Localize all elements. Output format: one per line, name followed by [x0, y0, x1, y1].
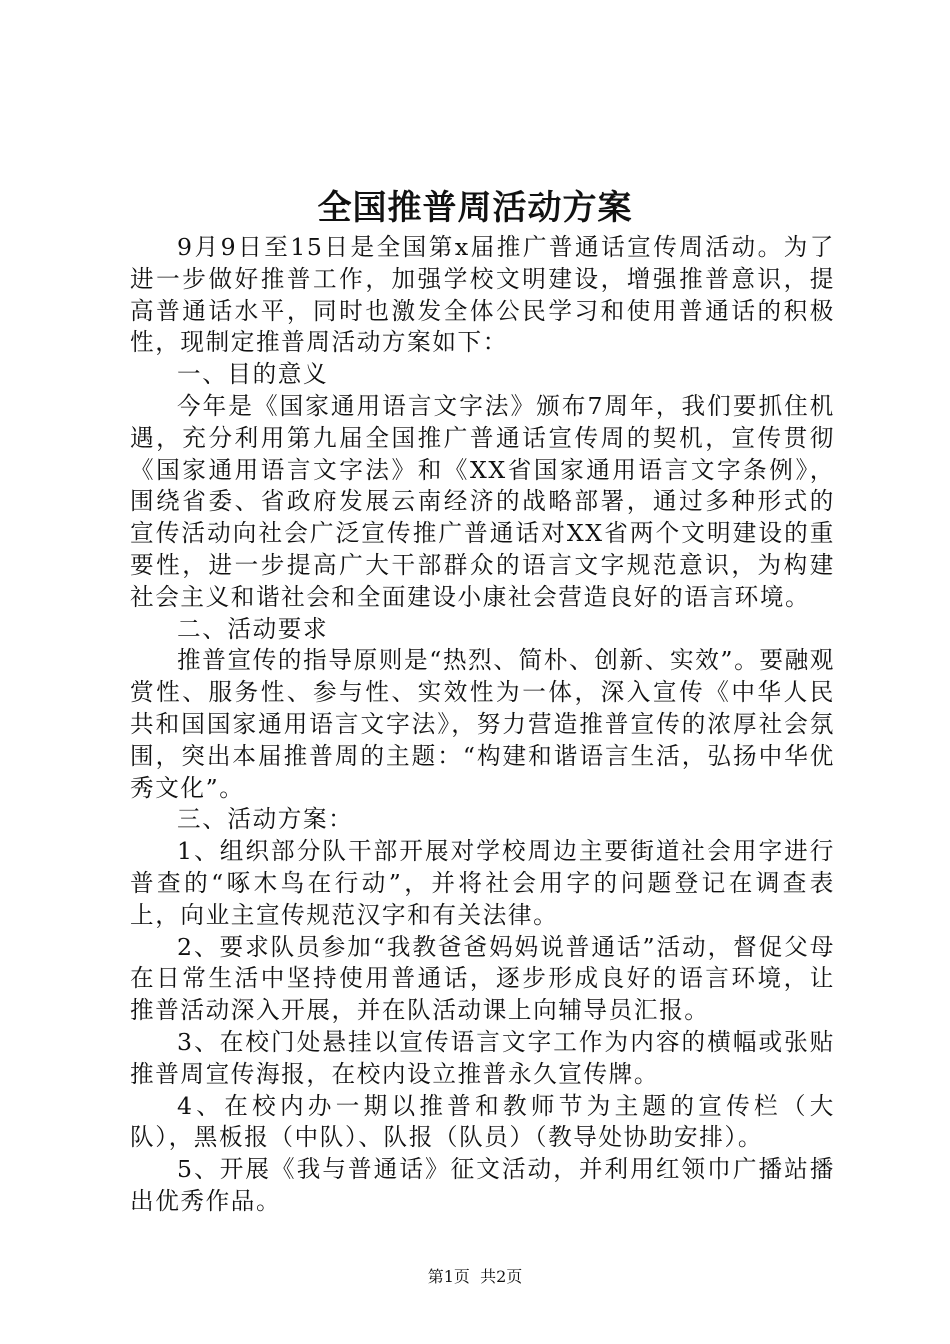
section-heading-purpose: 一、目的意义 — [177, 360, 329, 389]
plan-item-2: 2、要求队员参加“我教爸爸妈妈说普通话”活动，督促父母在日常生活中坚持使用普通话，逐步形成良好的语言环境，让推普活动深入开展，并在队活动课上向辅导员汇报。 — [130, 932, 835, 1025]
purpose-paragraph: 今年是《国家通用语言文字法》颁布7周年，我们要抓住机遇，充分利用第九届全国推广普通话宣传周的契机，宣传贯彻《国家通用语言文字法》和《XX省国家通用语言文字条例》，围绕省委、省政府发展云南经济的战略部署，通过多种形式的宣传活动向社会广泛宣传推广普通话对XX省两个文明建设的重要性，进一步提高广大干部群众的语言文字规范意识，为构建社会主义和谐社会和全面建设小康社会营造良好的语言环境。 — [130, 391, 835, 611]
plan-item-3: 3、在校门处悬挂以宣传语言文字工作为内容的横幅或张贴推普周宣传海报，在校内设立推普永久宣传牌。 — [130, 1027, 835, 1088]
intro-paragraph: 9月9日至15日是全国第x届推广普通话宣传周活动。为了进一步做好推普工作，加强学校文明建设，增强推普意识，提高普通话水平，同时也激发全体公民学习和使用普通话的积极性，现制定推普周活动方案如下： — [130, 233, 835, 357]
section-heading-requirements: 二、活动要求 — [177, 614, 329, 643]
document-body — [130, 232, 835, 1218]
plan-item-1: 1、组织部分队干部开展对学校周边主要街道社会用字进行普查的“啄木鸟在行动”，并将社会用字的问题登记在调查表上，向业主宣传规范汉字和有关法律。 — [130, 837, 835, 929]
document-title: 全国推普周活动方案 — [317, 188, 633, 228]
page-total: 共2页 — [480, 1267, 523, 1286]
page-number: 第1页 — [427, 1267, 470, 1286]
plan-item-5: 5、开展《我与普通话》征文活动，并利用红领巾广播站播出优秀作品。 — [130, 1155, 835, 1215]
plan-item-4: 4、在校内办一期以推普和教师节为主题的宣传栏（大队），黑板报（中队）、队报（队员）（教导处协助安排）。 — [130, 1091, 835, 1152]
page-footer — [0, 1267, 950, 1287]
requirements-paragraph: 推普宣传的指导原则是“热烈、简朴、创新、实效”。要融观赏性、服务性、参与性、实效性为一体，深入宣传《中华人民共和国国家通用语言文字法》，努力营造推普宣传的浓厚社会氛围，突出本届推普周的主题：“构建和谐语言生活，弘扬中华优秀文化”。 — [130, 646, 835, 802]
section-heading-plan: 三、活动方案： — [177, 805, 354, 834]
